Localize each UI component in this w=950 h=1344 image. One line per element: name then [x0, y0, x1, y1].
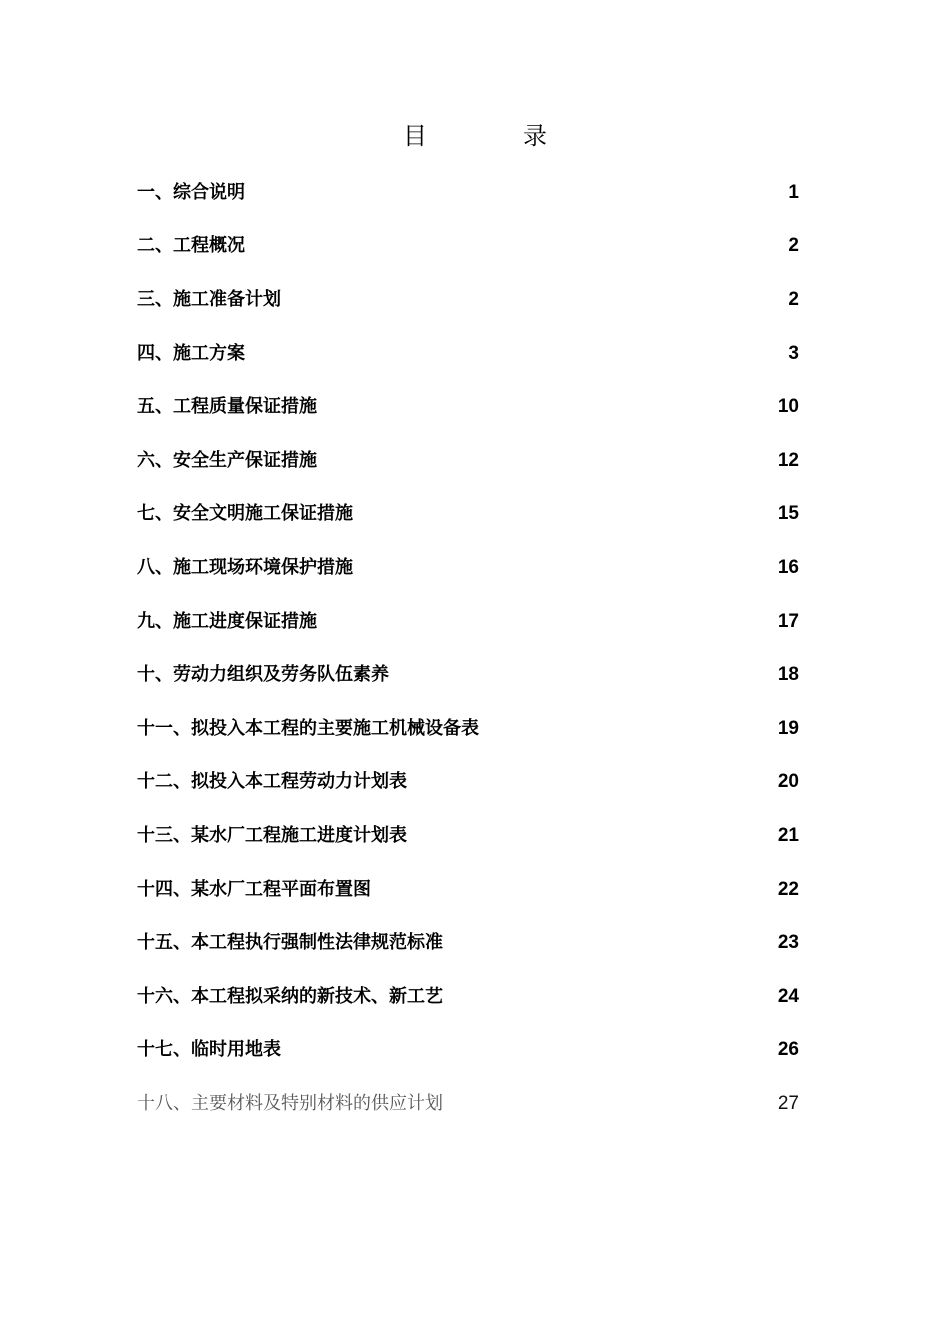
toc-entry-label: 二、工程概况 [137, 235, 245, 257]
toc-entry-12[interactable] [137, 756, 799, 810]
toc-entry-15[interactable] [137, 916, 799, 970]
toc-entry-label: 十、劳动力组织及劳务队伍素养 [137, 664, 389, 686]
toc-entry-label: 三、施工准备计划 [137, 288, 281, 310]
toc-entry-7[interactable] [137, 488, 799, 542]
toc-entry-3[interactable] [137, 273, 799, 327]
toc-entry-9[interactable] [137, 595, 799, 649]
toc-entry-page: 19 [777, 717, 799, 739]
toc-entry-2[interactable] [137, 220, 799, 274]
title-char-1: 目 [403, 122, 427, 150]
toc-entry-label: 七、安全文明施工保证措施 [137, 503, 353, 525]
toc-entry-page: 10 [777, 396, 799, 418]
toc-entry-page: 3 [788, 342, 799, 364]
toc-entry-page: 17 [777, 610, 799, 632]
toc-entry-page: 18 [777, 664, 799, 686]
toc-entry-label: 五、工程质量保证措施 [137, 396, 317, 418]
toc-entry-16[interactable] [137, 970, 799, 1024]
toc-entry-label: 十四、某水厂工程平面布置图 [137, 878, 371, 900]
toc-entry-page: 15 [777, 503, 799, 525]
toc-entry-11[interactable] [137, 702, 799, 756]
title-char-2: 录 [523, 122, 547, 150]
toc-entry-label: 八、施工现场环境保护措施 [137, 556, 353, 578]
toc-entry-page: 27 [777, 1092, 799, 1114]
toc-entry-label: 十二、拟投入本工程劳动力计划表 [137, 771, 407, 793]
toc-entry-label: 十一、拟投入本工程的主要施工机械设备表 [137, 717, 479, 739]
toc-entry-1[interactable] [137, 166, 799, 220]
table-of-contents [137, 166, 799, 1131]
toc-entry-page: 2 [788, 235, 799, 257]
toc-entry-label: 十五、本工程执行强制性法律规范标准 [137, 932, 443, 954]
toc-entry-label: 六、安全生产保证措施 [137, 449, 317, 471]
toc-entry-page: 26 [777, 1039, 799, 1061]
toc-entry-page: 12 [777, 449, 799, 471]
toc-entry-label: 四、施工方案 [137, 342, 245, 364]
toc-entry-page: 20 [777, 771, 799, 793]
page-title [0, 118, 950, 154]
toc-entry-18[interactable] [137, 1077, 799, 1131]
toc-entry-page: 16 [777, 556, 799, 578]
toc-entry-17[interactable] [137, 1024, 799, 1078]
toc-entry-page: 22 [777, 878, 799, 900]
toc-entry-label: 十三、某水厂工程施工进度计划表 [137, 824, 407, 846]
toc-entry-8[interactable] [137, 541, 799, 595]
toc-entry-5[interactable] [137, 380, 799, 434]
toc-entry-page: 2 [788, 288, 799, 310]
toc-entry-14[interactable] [137, 863, 799, 917]
toc-entry-4[interactable] [137, 327, 799, 381]
toc-entry-label: 十八、主要材料及特别材料的供应计划 [137, 1092, 443, 1114]
toc-entry-label: 一、综合说明 [137, 181, 245, 203]
toc-entry-10[interactable] [137, 648, 799, 702]
toc-entry-label: 十六、本工程拟采纳的新技术、新工艺 [137, 985, 443, 1007]
toc-entry-label: 九、施工进度保证措施 [137, 610, 317, 632]
toc-entry-label: 十七、临时用地表 [137, 1039, 281, 1061]
toc-entry-13[interactable] [137, 809, 799, 863]
toc-entry-page: 1 [788, 181, 799, 203]
toc-entry-page: 24 [777, 985, 799, 1007]
toc-entry-page: 21 [777, 824, 799, 846]
toc-entry-page: 23 [777, 932, 799, 954]
toc-entry-6[interactable] [137, 434, 799, 488]
